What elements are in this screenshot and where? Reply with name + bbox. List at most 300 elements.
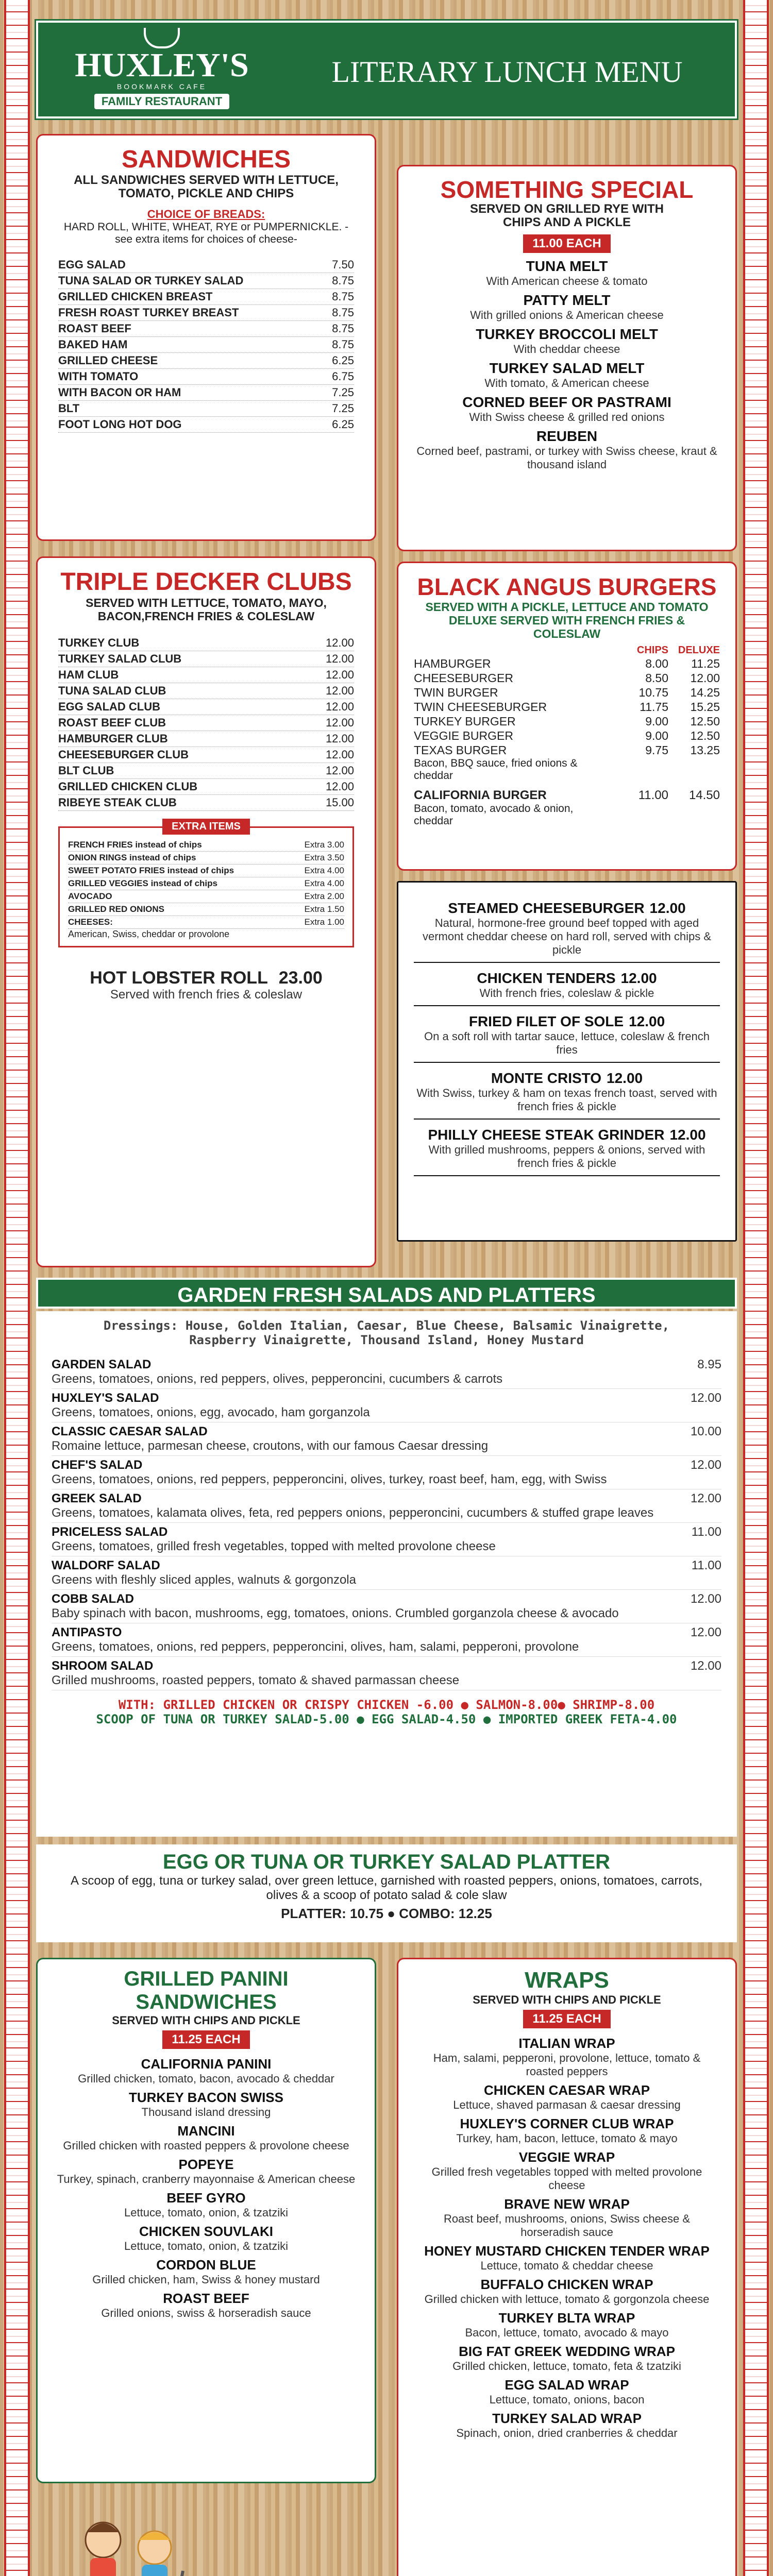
main-item-title bbox=[414, 1070, 720, 1087]
salad-name: WALDORF SALAD bbox=[52, 1558, 160, 1572]
extras-list bbox=[68, 839, 344, 929]
list-item-desc: Grilled chicken, lettuce, tomato, feta & tzatziki bbox=[452, 2360, 681, 2372]
extra-item bbox=[68, 877, 344, 890]
special-item-desc: With grilled onions & American cheese bbox=[470, 309, 664, 321]
extra-item-name: AVOCADO bbox=[68, 891, 112, 901]
extra-item-price: Extra 3.50 bbox=[304, 853, 344, 862]
col-deluxe: DELUXE bbox=[678, 645, 720, 656]
list-item-desc: Lettuce, shaved parmasan & caesar dressing bbox=[453, 2098, 681, 2111]
burger-item bbox=[414, 728, 720, 743]
club-item bbox=[58, 763, 354, 779]
special-item-desc: Corned beef, pastrami, or turkey with Swiss cheese, kraut & thousand island bbox=[416, 445, 717, 471]
sandwich-item-price: 6.25 bbox=[332, 418, 354, 431]
salad-item-head bbox=[52, 1492, 721, 1506]
burgers-title: BLACK ANGUS BURGERS bbox=[417, 573, 717, 600]
bread-text: HARD ROLL, WHITE, WHEAT, RYE or PUMPERNICKLE. -see extra items for choices of cheese- bbox=[63, 221, 349, 245]
right-decorative-border bbox=[743, 0, 769, 2576]
sandwich-item-name: GRILLED CHICKEN BREAST bbox=[58, 290, 213, 303]
sandwich-item bbox=[58, 273, 354, 289]
mains-section bbox=[397, 881, 737, 1242]
sandwich-item-name: BLT bbox=[58, 402, 80, 415]
list-item-desc: Thousand island dressing bbox=[141, 2106, 271, 2119]
burger-deluxe-price: 12.50 bbox=[690, 729, 720, 742]
burger-item bbox=[414, 671, 720, 685]
sandwich-item bbox=[58, 369, 354, 385]
sandwich-item bbox=[58, 353, 354, 369]
platter-price: PLATTER: 10.75 ● COMBO: 12.25 bbox=[281, 1906, 492, 1921]
salad-item bbox=[52, 1523, 721, 1556]
extra-item bbox=[68, 839, 344, 852]
list-item-desc: Lettuce, tomato & cheddar cheese bbox=[480, 2259, 653, 2272]
salad-item bbox=[52, 1623, 721, 1657]
platter-section bbox=[36, 1844, 737, 1942]
extras-title: EXTRA ITEMS bbox=[162, 819, 250, 835]
salad-price: 12.00 bbox=[690, 1458, 721, 1472]
sandwich-item-price: 8.75 bbox=[332, 338, 354, 351]
club-item-price: 12.00 bbox=[325, 684, 354, 697]
salad-name: ANTIPASTO bbox=[52, 1625, 122, 1639]
list-item-title: VEGGIE WRAP bbox=[518, 2149, 615, 2165]
special-item-title: PATTY MELT bbox=[523, 292, 611, 308]
salad-item-head bbox=[52, 1525, 721, 1539]
main-item-title bbox=[414, 1013, 720, 1030]
logo-sub: FAMILY RESTAURANT bbox=[94, 94, 229, 109]
list-item-desc: Grilled chicken with roasted peppers & provolone cheese bbox=[63, 2139, 349, 2152]
list-item-title: HUXLEY'S CORNER CLUB WRAP bbox=[460, 2116, 674, 2131]
club-item-price: 12.00 bbox=[325, 764, 354, 777]
extra-item bbox=[68, 903, 344, 916]
special-list bbox=[414, 258, 720, 471]
salad-price: 8.95 bbox=[697, 1358, 721, 1371]
platter-desc: A scoop of egg, tuna or turkey salad, over green lettuce, garnished with roasted peppers, onions, tomatoes, carrots, olives & a scoop of potato salad & cole slaw bbox=[70, 1874, 703, 1902]
special-item-desc: With cheddar cheese bbox=[513, 343, 620, 355]
club-item-price: 12.00 bbox=[325, 636, 354, 649]
salad-item-head bbox=[52, 1358, 721, 1372]
salad-price: 12.00 bbox=[690, 1391, 721, 1405]
sandwich-item-price: 7.25 bbox=[332, 402, 354, 415]
sandwich-item-price: 8.75 bbox=[332, 290, 354, 303]
club-item-name: EGG SALAD CLUB bbox=[58, 700, 160, 713]
salad-name: HUXLEY'S SALAD bbox=[52, 1391, 159, 1405]
salad-item-head bbox=[52, 1391, 721, 1405]
wraps-sub: SERVED WITH CHIPS AND PICKLE bbox=[473, 1993, 661, 2006]
lobster-desc: Served with french fries & coleslaw bbox=[110, 988, 303, 1002]
sandwich-item-price: 7.50 bbox=[332, 258, 354, 271]
sandwich-item bbox=[58, 337, 354, 353]
burger-name: TURKEY BURGER bbox=[414, 715, 516, 728]
salad-desc: Greens, tomatoes, onions, red peppers, pepperoncini, olives, turkey, roast beef, ham, egg, with Swiss bbox=[52, 1472, 607, 1486]
list-item-title: BRAVE NEW WRAP bbox=[504, 2196, 630, 2212]
burger-deluxe-price: 11.25 bbox=[691, 657, 720, 670]
california-desc: Bacon, tomato, avocado & onion, cheddar bbox=[414, 803, 574, 827]
burgers-section bbox=[397, 562, 737, 871]
list-item-title: TURKEY BLTA WRAP bbox=[498, 2310, 635, 2326]
club-item-price: 12.00 bbox=[325, 732, 354, 745]
main-item-name: PHILLY CHEESE STEAK GRINDER bbox=[428, 1127, 665, 1143]
dressings: Dressings: House, Golden Italian, Caesar, Blue Cheese, Balsamic Vinaigrette, Raspberry Vinaigrette, Thousand Island, Honey Mustard bbox=[103, 1318, 670, 1347]
burger-chips-price: 9.75 bbox=[645, 743, 668, 757]
salad-price: 10.00 bbox=[690, 1425, 721, 1438]
extra-item-name: FRENCH FRIES instead of chips bbox=[68, 840, 202, 850]
club-item-price: 12.00 bbox=[325, 716, 354, 729]
club-item bbox=[58, 651, 354, 667]
main-item-desc: With french fries, coleslaw & pickle bbox=[414, 987, 720, 1006]
sandwich-list bbox=[58, 257, 354, 433]
salad-price: 12.00 bbox=[690, 1492, 721, 1505]
club-item bbox=[58, 667, 354, 683]
salad-price: 12.00 bbox=[690, 1659, 721, 1673]
logo-small: BOOKMARK CAFE bbox=[116, 82, 207, 91]
burger-name: TEXAS BURGER bbox=[414, 743, 507, 757]
sandwich-item bbox=[58, 305, 354, 321]
main-item-desc: Natural, hormone-free ground beef topped with aged vermont cheddar cheese on hard roll, served with chips & pickle bbox=[414, 917, 720, 963]
extra-item-name: ONION RINGS instead of chips bbox=[68, 853, 196, 862]
club-item-name: HAM CLUB bbox=[58, 668, 119, 681]
list-item-desc: Bacon, lettuce, tomato, avocado & mayo bbox=[465, 2326, 669, 2339]
list-item-title: TURKEY BACON SWISS bbox=[129, 2090, 283, 2105]
main-item-name: MONTE CRISTO bbox=[491, 1070, 602, 1086]
special-item-title: CORNED BEEF OR PASTRAMI bbox=[462, 394, 671, 410]
sandwiches-section bbox=[36, 134, 376, 541]
main-item-name: CHICKEN TENDERS bbox=[477, 970, 616, 986]
triple-list bbox=[58, 635, 354, 811]
burger-deluxe-price: 15.25 bbox=[690, 700, 720, 714]
salad-desc: Grilled mushrooms, roasted peppers, tomato & shaved parmassan cheese bbox=[52, 1673, 460, 1687]
wraps-list bbox=[414, 2036, 720, 2440]
sandwiches-sub: ALL SANDWICHES SERVED WITH LETTUCE, TOMATO, PICKLE AND CHIPS bbox=[74, 173, 339, 200]
sandwich-item bbox=[58, 257, 354, 273]
salad-name: GREEK SALAD bbox=[52, 1492, 142, 1505]
kids-illustration bbox=[67, 2509, 201, 2576]
list-item-desc: Grilled onions, swiss & horseradish sauce bbox=[101, 2307, 311, 2319]
main-item-price: 12.00 bbox=[669, 1127, 706, 1143]
salad-price: 12.00 bbox=[690, 1592, 721, 1606]
salad-desc: Greens with fleshly sliced apples, walnuts & gorgonzola bbox=[52, 1573, 356, 1587]
sandwich-item bbox=[58, 385, 354, 401]
list-item-desc: Grilled chicken, ham, Swiss & honey mustard bbox=[92, 2273, 320, 2286]
club-item bbox=[58, 699, 354, 715]
main-item-name: STEAMED CHEESEBURGER bbox=[448, 900, 645, 916]
list-item-title: ITALIAN WRAP bbox=[518, 2036, 615, 2051]
special-title: SOMETHING SPECIAL bbox=[440, 176, 694, 203]
list-item-title: EGG SALAD WRAP bbox=[505, 2377, 629, 2393]
cheese-note: American, Swiss, cheddar or provolone bbox=[68, 929, 230, 939]
salad-item-head bbox=[52, 1592, 721, 1606]
salad-item bbox=[52, 1590, 721, 1623]
panini-sub: SERVED WITH CHIPS AND PICKLE bbox=[112, 2014, 300, 2027]
burger-deluxe-price: 12.50 bbox=[690, 715, 720, 728]
club-item-price: 12.00 bbox=[325, 668, 354, 681]
salad-desc: Greens, tomatoes, kalamata olives, feta, red peppers onions, pepperoncini, cucumbers & stuffed grape leaves bbox=[52, 1506, 654, 1520]
club-item bbox=[58, 715, 354, 731]
salad-item bbox=[52, 1389, 721, 1422]
burger-chips-price: 11.75 bbox=[640, 700, 668, 714]
special-section bbox=[397, 165, 737, 551]
list-item-desc: Grilled fresh vegetables topped with melted provolone cheese bbox=[431, 2165, 702, 2192]
special-item-desc: With Swiss cheese & grilled red onions bbox=[469, 411, 665, 423]
salad-item-head bbox=[52, 1425, 721, 1439]
wraps-title: WRAPS bbox=[525, 1968, 609, 1993]
club-item-name: BLT CLUB bbox=[58, 764, 114, 777]
extra-item-name: GRILLED VEGGIES instead of chips bbox=[68, 878, 217, 888]
page-title: LITERARY LUNCH MENU bbox=[331, 55, 683, 89]
salads-section bbox=[36, 1311, 737, 1837]
logo bbox=[54, 28, 270, 113]
salad-desc: Romaine lettuce, parmesan cheese, croutons, with our famous Caesar dressing bbox=[52, 1439, 489, 1453]
list-item-desc: Ham, salami, pepperoni, provolone, lettuce, tomato & roasted peppers bbox=[433, 2052, 701, 2078]
club-item-price: 12.00 bbox=[325, 652, 354, 665]
special-item-desc: With tomato, & American cheese bbox=[484, 377, 649, 389]
list-item-title: BEEF GYRO bbox=[166, 2190, 246, 2206]
cup-icon bbox=[144, 28, 180, 48]
club-item-name: HAMBURGER CLUB bbox=[58, 732, 168, 745]
panini-price: 11.25 EACH bbox=[162, 2030, 249, 2049]
salad-item-head bbox=[52, 1558, 721, 1573]
sandwich-item-name: TUNA SALAD OR TURKEY SALAD bbox=[58, 274, 244, 287]
burger-name: VEGGIE BURGER bbox=[414, 729, 513, 742]
salads-banner bbox=[36, 1278, 737, 1309]
salad-name: GARDEN SALAD bbox=[52, 1358, 152, 1371]
extra-item-name: GRILLED RED ONIONS bbox=[68, 904, 165, 914]
burger-item bbox=[414, 685, 720, 700]
list-item-desc: Roast beef, mushrooms, onions, Swiss cheese & horseradish sauce bbox=[443, 2212, 691, 2239]
burger-chips-price: 8.00 bbox=[645, 657, 668, 670]
club-item-name: TURKEY CLUB bbox=[58, 636, 140, 649]
extra-item bbox=[68, 916, 344, 929]
salads-title: GARDEN FRESH SALADS AND PLATTERS bbox=[177, 1284, 596, 1307]
platter-title: EGG OR TUNA OR TURKEY SALAD PLATTER bbox=[162, 1851, 611, 1873]
sandwich-item-name: FRESH ROAST TURKEY BREAST bbox=[58, 306, 239, 319]
list-item-title: CHICKEN SOUVLAKI bbox=[139, 2224, 273, 2239]
list-item-title: MANCINI bbox=[177, 2123, 235, 2139]
salad-desc: Baby spinach with bacon, mushrooms, egg, tomatoes, onions. Crumbled gorganzola cheese & avocado bbox=[52, 1606, 619, 1620]
main-item-desc: On a soft roll with tartar sauce, lettuce, coleslaw & french fries bbox=[414, 1030, 720, 1063]
list-item-title: BUFFALO CHICKEN WRAP bbox=[480, 2277, 653, 2292]
salad-item-head bbox=[52, 1458, 721, 1472]
burgers-sub2: DELUXE SERVED WITH FRENCH FRIES & COLESLAW bbox=[448, 614, 685, 640]
salad-scoop: SCOOP OF TUNA OR TURKEY SALAD-5.00 ● EGG SALAD-4.50 ● IMPORTED GREEK FETA-4.00 bbox=[96, 1712, 677, 1726]
salad-item bbox=[52, 1556, 721, 1590]
club-item-price: 12.00 bbox=[325, 780, 354, 793]
club-item bbox=[58, 731, 354, 747]
special-item-desc: With American cheese & tomato bbox=[486, 275, 648, 287]
sandwich-item-name: EGG SALAD bbox=[58, 258, 126, 271]
club-item-name: CHEESEBURGER CLUB bbox=[58, 748, 189, 761]
sandwich-item-name: WITH TOMATO bbox=[58, 370, 139, 383]
list-item-title: POPEYE bbox=[178, 2157, 234, 2172]
panini-list bbox=[53, 2056, 359, 2320]
special-item-title: REUBEN bbox=[536, 428, 598, 444]
list-item-desc: Lettuce, tomato, onions, bacon bbox=[489, 2393, 645, 2406]
main-item-desc: With Swiss, turkey & ham on texas french toast, served with french fries & pickle bbox=[414, 1087, 720, 1120]
burger-deluxe-price: 12.00 bbox=[690, 671, 720, 685]
salad-list bbox=[52, 1355, 721, 1690]
sandwich-item bbox=[58, 321, 354, 337]
burger-chips-price: 8.50 bbox=[645, 671, 668, 685]
mains-list bbox=[414, 900, 720, 1176]
extra-item bbox=[68, 865, 344, 877]
burger-deluxe-price: 13.25 bbox=[690, 743, 720, 757]
triple-sub: SERVED WITH LETTUCE, TOMATO, MAYO, BACON,FRENCH FRIES & COLESLAW bbox=[86, 596, 327, 623]
salad-name: PRICELESS SALAD bbox=[52, 1525, 168, 1539]
club-item-name: TURKEY SALAD CLUB bbox=[58, 652, 182, 665]
list-item-desc: Turkey, spinach, cranberry mayonnaise & American cheese bbox=[57, 2173, 356, 2185]
burger-chips-price: 9.00 bbox=[645, 715, 668, 728]
list-item-desc: Lettuce, tomato, onion, & tzatziki bbox=[124, 2240, 288, 2252]
club-item bbox=[58, 795, 354, 811]
burger-name: CHEESEBURGER bbox=[414, 671, 513, 685]
club-item-price: 12.00 bbox=[325, 748, 354, 761]
salad-desc: Greens, tomatoes, onions, red peppers, olives, pepperoncini, cucumbers & carrots bbox=[52, 1372, 503, 1386]
extra-item-price: Extra 1.00 bbox=[304, 917, 344, 927]
salad-name: CHEF'S SALAD bbox=[52, 1458, 143, 1472]
list-item-title: CORDON BLUE bbox=[156, 2257, 256, 2273]
main-item-price: 12.00 bbox=[607, 1070, 643, 1086]
salad-name: CLASSIC CAESAR SALAD bbox=[52, 1425, 208, 1438]
club-item-name: RIBEYE STEAK CLUB bbox=[58, 796, 177, 809]
sandwiches-title: SANDWICHES bbox=[121, 146, 291, 173]
salad-desc: Greens, tomatoes, grilled fresh vegetables, topped with melted provolone cheese bbox=[52, 1539, 496, 1553]
list-item-title: TURKEY SALAD WRAP bbox=[492, 2411, 642, 2426]
burger-item bbox=[414, 656, 720, 671]
special-sub: SERVED ON GRILLED RYE WITH CHIPS AND A PICKLE bbox=[469, 202, 664, 229]
triple-decker-section bbox=[36, 556, 376, 1267]
burger-chips-price: 10.75 bbox=[638, 686, 668, 699]
salad-desc: Greens, tomatoes, onions, egg, avocado, ham gorganzola bbox=[52, 1405, 370, 1419]
sandwich-item-name: FOOT LONG HOT DOG bbox=[58, 418, 182, 431]
burger-list bbox=[414, 656, 720, 757]
burger-name: TWIN CHEESEBURGER bbox=[414, 700, 547, 714]
salad-price: 12.00 bbox=[690, 1625, 721, 1639]
salad-price: 11.00 bbox=[691, 1525, 721, 1539]
wraps-price: 11.25 EACH bbox=[523, 2010, 610, 2028]
burger-name: HAMBURGER bbox=[414, 657, 491, 670]
texas-desc: Bacon, BBQ sauce, fried onions & cheddar bbox=[414, 757, 578, 782]
col-chips: CHIPS bbox=[636, 645, 668, 656]
main-item-desc: With grilled mushrooms, peppers & onions, served with french fries & pickle bbox=[414, 1143, 720, 1176]
club-item-name: TUNA SALAD CLUB bbox=[58, 684, 166, 697]
club-item bbox=[58, 635, 354, 651]
list-item-desc: Spinach, onion, dried cranberries & cheddar bbox=[456, 2427, 678, 2439]
extra-item-price: Extra 3.00 bbox=[304, 840, 344, 850]
extras-box bbox=[58, 821, 354, 947]
special-price: 11.00 EACH bbox=[523, 234, 610, 253]
sandwich-item-price: 6.75 bbox=[332, 370, 354, 383]
sandwich-item-price: 8.75 bbox=[332, 322, 354, 335]
club-item-price: 12.00 bbox=[325, 700, 354, 713]
extra-item-name: CHEESES: bbox=[68, 917, 113, 927]
list-item-title: ROAST BEEF bbox=[163, 2291, 249, 2306]
burger-item bbox=[414, 714, 720, 728]
salad-item-head bbox=[52, 1659, 721, 1673]
club-item-price: 15.00 bbox=[325, 796, 354, 809]
california-burger: CALIFORNIA BURGER 11.00 14.50 bbox=[414, 788, 720, 802]
main-item-price: 12.00 bbox=[629, 1013, 665, 1029]
extra-item-price: Extra 4.00 bbox=[304, 878, 344, 888]
burger-item bbox=[414, 743, 720, 757]
salad-item bbox=[52, 1422, 721, 1456]
sandwich-item-name: BAKED HAM bbox=[58, 338, 128, 351]
special-item-title: TURKEY BROCCOLI MELT bbox=[476, 326, 658, 342]
list-item-desc: Grilled chicken with lettuce, tomato & gorgonzola cheese bbox=[424, 2293, 710, 2306]
header-banner bbox=[36, 21, 737, 118]
sandwich-item-name: GRILLED CHEESE bbox=[58, 354, 158, 367]
burger-deluxe-price: 14.25 bbox=[690, 686, 720, 699]
club-item bbox=[58, 779, 354, 795]
wraps-section bbox=[397, 1958, 737, 2576]
triple-title: TRIPLE DECKER CLUBS bbox=[60, 568, 352, 596]
burger-chips-price: 9.00 bbox=[645, 729, 668, 742]
main-item-name: FRIED FILET OF SOLE bbox=[468, 1013, 624, 1029]
salad-desc: Greens, tomatoes, onions, red peppers, pepperoncini, olives, ham, salami, pepperoni, provolone bbox=[52, 1640, 579, 1654]
lobster-price: 23.00 bbox=[278, 968, 323, 988]
extra-item-price: Extra 4.00 bbox=[304, 866, 344, 875]
sandwich-item-name: ROAST BEEF bbox=[58, 322, 131, 335]
list-item-title: CHICKEN CAESAR WRAP bbox=[483, 2082, 650, 2098]
list-item-desc: Lettuce, tomato, onion, & tzatziki bbox=[124, 2206, 288, 2219]
salad-name: COBB SALAD bbox=[52, 1592, 134, 1606]
burgers-sub: SERVED WITH A PICKLE, LETTUCE AND TOMATO bbox=[425, 600, 709, 614]
burger-item bbox=[414, 700, 720, 714]
salad-item bbox=[52, 1489, 721, 1523]
salad-price: 11.00 bbox=[691, 1558, 721, 1572]
lobster-title: HOT LOBSTER ROLL bbox=[90, 968, 268, 988]
sandwich-item-price: 8.75 bbox=[332, 274, 354, 287]
salad-item bbox=[52, 1456, 721, 1489]
sandwich-item bbox=[58, 401, 354, 417]
salad-item bbox=[52, 1657, 721, 1690]
extra-item-name: SWEET POTATO FRIES instead of chips bbox=[68, 866, 234, 875]
panini-section bbox=[36, 1958, 376, 2483]
club-item-name: ROAST BEEF CLUB bbox=[58, 716, 166, 729]
club-item bbox=[58, 683, 354, 699]
left-decorative-border bbox=[4, 0, 30, 2576]
sandwich-item bbox=[58, 417, 354, 433]
salad-name: SHROOM SALAD bbox=[52, 1659, 154, 1673]
salad-item-head bbox=[52, 1625, 721, 1640]
list-item-title: BIG FAT GREEK WEDDING WRAP bbox=[459, 2344, 675, 2359]
extra-item bbox=[68, 852, 344, 865]
club-item-name: GRILLED CHICKEN CLUB bbox=[58, 780, 198, 793]
main-item-price: 12.00 bbox=[620, 970, 657, 986]
logo-name: HUXLEY'S bbox=[75, 46, 249, 84]
salad-item bbox=[52, 1355, 721, 1389]
main-item-price: 12.00 bbox=[649, 900, 686, 916]
list-item-desc: Turkey, ham, bacon, lettuce, tomato & mayo bbox=[456, 2132, 678, 2145]
burger-name: TWIN BURGER bbox=[414, 686, 498, 699]
panini-title: GRILLED PANINI SANDWICHES bbox=[124, 1968, 289, 2013]
sandwich-item-price: 7.25 bbox=[332, 386, 354, 399]
extra-item-price: Extra 2.00 bbox=[304, 891, 344, 901]
sandwich-item-name: WITH BACON OR HAM bbox=[58, 386, 181, 399]
list-item-title: CALIFORNIA PANINI bbox=[141, 2056, 272, 2072]
main-item-title bbox=[414, 900, 720, 917]
special-item-title: TURKEY SALAD MELT bbox=[489, 360, 645, 376]
sandwich-item-price: 8.75 bbox=[332, 306, 354, 319]
salad-with: WITH: GRILLED CHICKEN OR CRISPY CHICKEN -6.00 ● SALMON-8.00● SHRIMP-8.00 bbox=[118, 1698, 655, 1712]
extra-item-price: Extra 1.50 bbox=[304, 904, 344, 914]
sandwich-item bbox=[58, 289, 354, 305]
special-item-title: TUNA MELT bbox=[526, 258, 608, 274]
bread-title: CHOICE OF BREADS: bbox=[147, 208, 265, 221]
list-item-title: HONEY MUSTARD CHICKEN TENDER WRAP bbox=[424, 2243, 710, 2259]
extra-item bbox=[68, 890, 344, 903]
list-item-desc: Grilled chicken, tomato, bacon, avocado & cheddar bbox=[78, 2072, 334, 2085]
main-item-title bbox=[414, 1127, 720, 1143]
sandwich-item-price: 6.25 bbox=[332, 354, 354, 367]
club-item bbox=[58, 747, 354, 763]
main-item-title bbox=[414, 970, 720, 987]
